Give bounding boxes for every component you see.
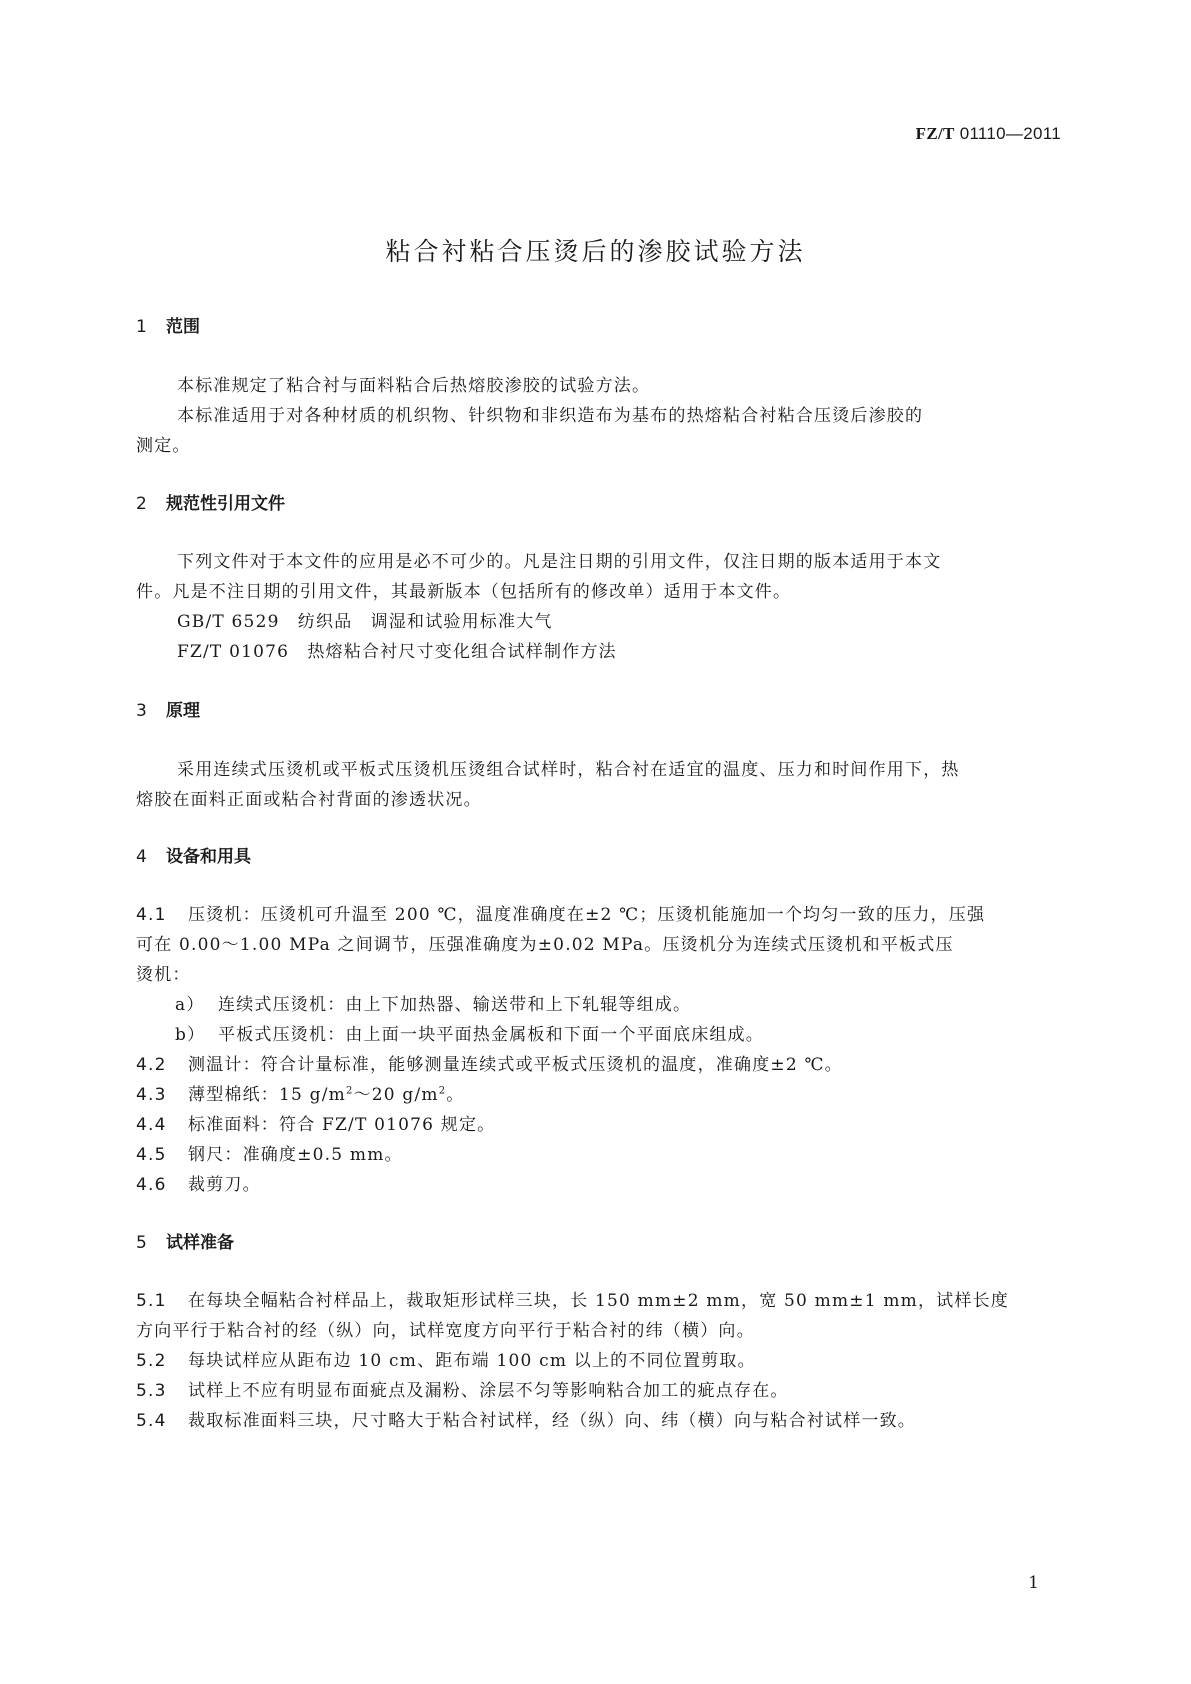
- list-item-b: [175, 1020, 764, 1045]
- section-number: 5: [136, 1233, 147, 1253]
- clause-text: 每块试样应从距布边 10 cm、距布端 100 cm 以上的不同位置剪取。: [188, 1351, 756, 1371]
- clause-number: 4.5: [136, 1145, 167, 1165]
- clause-number: 4.6: [136, 1175, 167, 1195]
- section-number: 3: [136, 701, 147, 721]
- list-label: b）: [175, 1025, 206, 1045]
- clause-text: 。: [446, 1085, 465, 1105]
- paragraph: 本标准规定了粘合衬与面料粘合后热熔胶渗胶的试验方法。: [177, 376, 651, 396]
- standard-code-number: 01110—2011: [959, 124, 1061, 143]
- clause-text: 压烫机：压烫机可升温至 200 ℃，温度准确度在±2 ℃；压烫机能施加一个均匀一致的压力，压强: [188, 905, 986, 925]
- clause-continuation: 烫机：: [136, 965, 191, 985]
- clause-number: 5.2: [136, 1351, 167, 1371]
- clause-number: 5.4: [136, 1411, 167, 1431]
- section-number: 2: [136, 494, 147, 514]
- superscript: 2: [438, 1085, 447, 1097]
- clause-continuation: 方向平行于粘合衬的经（纵）向，试样宽度方向平行于粘合衬的纬（横）向。: [136, 1321, 755, 1341]
- clause-number: 4.3: [136, 1085, 167, 1105]
- clause-text: 试样上不应有明显布面疵点及漏粉、涂层不匀等影响粘合加工的疵点存在。: [188, 1381, 789, 1401]
- clause-5-2: [136, 1346, 756, 1371]
- section-2-heading: [136, 489, 285, 514]
- clause-text: ～20 g/m: [353, 1085, 439, 1105]
- list-item-a: [175, 990, 691, 1015]
- clause-number: 4.1: [136, 905, 167, 925]
- standard-code-prefix: FZ/T: [915, 124, 955, 143]
- paragraph: 本标准适用于对各种材质的机织物、针织物和非织造布为基布的热熔粘合衬粘合压烫后渗胶的: [177, 406, 924, 426]
- section-title: 试样准备: [166, 1233, 234, 1253]
- clause-text: 在每块全幅粘合衬样品上，裁取矩形试样三块，长 150 mm±2 mm，宽 50 mm±1 mm，试样长度: [188, 1291, 1009, 1311]
- superscript: 2: [345, 1085, 354, 1097]
- clause-number: 4.2: [136, 1055, 167, 1075]
- section-5-heading: [136, 1228, 234, 1253]
- clause-text: 裁剪刀。: [188, 1175, 261, 1195]
- clause-4-4: [136, 1110, 495, 1135]
- clause-number: 5.3: [136, 1381, 167, 1401]
- paragraph: 下列文件对于本文件的应用是必不可少的。凡是注日期的引用文件，仅注日期的版本适用于本文: [177, 552, 942, 572]
- paragraph: 采用连续式压烫机或平板式压烫机压烫组合试样时，粘合衬在适宜的温度、压力和时间作用下，热: [177, 760, 960, 780]
- clause-text: 薄型棉纸：15 g/m: [188, 1085, 346, 1105]
- list-label: a）: [175, 995, 205, 1015]
- clause-4-3: [136, 1080, 464, 1105]
- section-number: 1: [136, 317, 147, 337]
- list-text: 连续式压烫机：由上下加热器、输送带和上下轧辊等组成。: [218, 995, 692, 1015]
- section-3-heading: [136, 696, 200, 721]
- section-title: 规范性引用文件: [166, 494, 285, 514]
- clause-4-2: [136, 1050, 843, 1075]
- clause-text: 标准面料：符合 FZ/T 01076 规定。: [188, 1115, 496, 1135]
- clause-5-4: [136, 1406, 916, 1431]
- paragraph: 测定。: [136, 436, 191, 456]
- clause-4-1: [136, 900, 985, 925]
- section-number: 4: [136, 847, 147, 867]
- reference-item: FZ/T 01076 热熔粘合衬尺寸变化组合试样制作方法: [177, 642, 617, 662]
- section-4-heading: [136, 842, 251, 867]
- clause-text: 裁取标准面料三块，尺寸略大于粘合衬试样，经（纵）向、纬（横）向与粘合衬试样一致。: [188, 1411, 916, 1431]
- clause-number: 4.4: [136, 1115, 167, 1135]
- clause-text: 测温计：符合计量标准，能够测量连续式或平板式压烫机的温度，准确度±2 ℃。: [188, 1055, 843, 1075]
- clause-4-5: [136, 1140, 403, 1165]
- paragraph: 件。凡是不注日期的引用文件，其最新版本（包括所有的修改单）适用于本文件。: [136, 582, 792, 602]
- document-title: 粘合衬粘合压烫后的渗胶试验方法: [385, 237, 806, 266]
- standard-code: [916, 124, 1061, 144]
- clause-text: 钢尺：准确度±0.5 mm。: [188, 1145, 403, 1165]
- clause-number: 5.1: [136, 1291, 167, 1311]
- list-text: 平板式压烫机：由上面一块平面热金属板和下面一个平面底床组成。: [218, 1025, 764, 1045]
- section-title: 设备和用具: [166, 847, 251, 867]
- clause-5-1: [136, 1286, 1009, 1311]
- clause-continuation: 可在 0.00～1.00 MPa 之间调节，压强准确度为±0.02 MPa。压烫机分为连续式压烫机和平板式压: [136, 935, 954, 955]
- section-1-heading: [136, 312, 200, 337]
- reference-item: GB/T 6529 纺织品 调湿和试验用标准大气: [177, 612, 553, 632]
- section-title: 原理: [166, 701, 200, 721]
- clause-5-3: [136, 1376, 789, 1401]
- page-number: 1: [1028, 1573, 1039, 1593]
- clause-4-6: [136, 1170, 261, 1195]
- section-title: 范围: [166, 317, 200, 337]
- paragraph: 熔胶在面料正面或粘合衬背面的渗透状况。: [136, 790, 482, 810]
